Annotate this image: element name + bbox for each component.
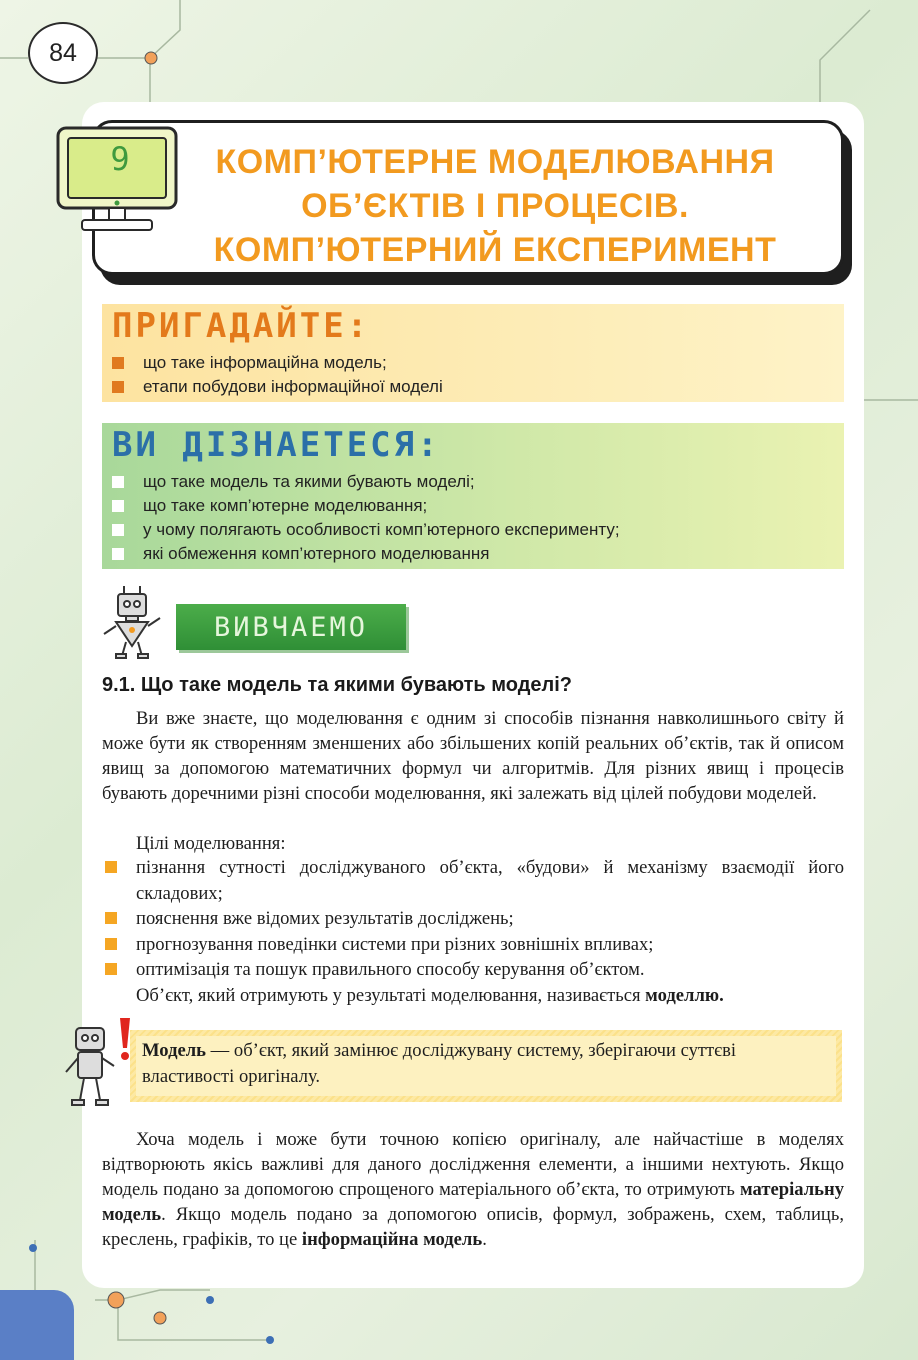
goals-list — [102, 855, 844, 983]
section-title: 9.1. Що таке модель та якими бувають моделі? — [102, 674, 573, 696]
bullet-square-icon — [112, 476, 124, 488]
list-item: у чому полягають особливості комп’ютерного експерименту; — [110, 518, 620, 542]
list-item: прогнозування поведінки системи при різних зовнішніх впливах; — [102, 932, 844, 958]
learn-list — [110, 470, 620, 566]
definition-text: Модель — об’єкт, який замінює досліджувану систему, зберігаючи суттєві властивості оригіналу. — [142, 1040, 737, 1087]
bullet-square-icon — [105, 938, 117, 950]
list-item: пояснення вже відомих результатів досліджень; — [102, 906, 844, 932]
exclamation-icon — [118, 1018, 132, 1062]
bullet-square-icon — [105, 963, 117, 975]
list-item: що таке інформаційна модель; — [110, 351, 443, 375]
paragraph-models: Хоча модель і може бути точною копією оригіналу, але найчастіше в моделях відтворюють якісь важливі для даного дослідження елементи, а іншими нехтують. Якщо модель подано за допомогою спрощеного матеріального об’єкта, то отримують матеріальну модель. Якщо модель подано за допомогою описів, формул, зображень, схем, таблиць, креслень, графіків, то це інформаційна модель. — [102, 1129, 844, 1250]
chapter-title — [150, 140, 840, 272]
bullet-square-icon — [105, 861, 117, 873]
model-sentence: Об’єкт, який отримують у результаті моделювання, називається моделлю. — [136, 985, 724, 1006]
list-item: пізнання сутності досліджуваного об’єкта, «будови» й механізму взаємодії його складових; — [102, 855, 844, 906]
chapter-number: 9 — [110, 140, 130, 178]
bullet-square-icon — [105, 912, 117, 924]
page-number: 84 — [28, 22, 98, 84]
recall-heading: ПРИГАДАЙТЕ: — [112, 306, 371, 346]
learn-heading: ВИ ДІЗНАЕТЕСЯ: — [112, 425, 441, 465]
recall-list — [110, 351, 443, 399]
definition-box — [130, 1030, 842, 1102]
bullet-square-icon — [112, 524, 124, 536]
corner-decoration — [0, 1290, 74, 1360]
paragraph-intro: Ви вже знаєте, що моделювання є одним зі способів пізнання навколишнього світу й може бути як створенням зменшених або збільшених копій реальних об’єктів, так й описом явищ за допомогою математичних формул чи алгоритмів. Для різних явищ і процесів бувають доречними різні способи моделювання, які залежать від цілей побудови моделей. — [102, 708, 844, 804]
bullet-square-icon — [112, 500, 124, 512]
list-item: що таке модель та якими бувають моделі; — [110, 470, 620, 494]
list-item: що таке комп’ютерне моделювання; — [110, 494, 620, 518]
robot-icon — [100, 584, 166, 660]
chapter-title-line-1: КОМП’ЮТЕРНЕ МОДЕЛЮВАННЯ — [215, 143, 775, 181]
learn-box — [102, 423, 844, 569]
bullet-square-icon — [112, 548, 124, 560]
list-item: які обмеження комп’ютерного моделювання — [110, 542, 620, 566]
list-item: етапи побудови інформаційної моделі — [110, 375, 443, 399]
chapter-title-line-3: КОМП’ЮТЕРНИЙ ЕКСПЕРИМЕНТ — [213, 231, 777, 269]
bullet-square-icon — [112, 381, 124, 393]
chapter-title-line-2: ОБ’ЄКТІВ І ПРОЦЕСІВ. — [301, 187, 689, 225]
recall-box — [102, 304, 844, 402]
bullet-square-icon — [112, 357, 124, 369]
list-item: оптимізація та пошук правильного способу керування об’єктом. — [102, 957, 844, 983]
goals-label: Цілі моделювання: — [136, 833, 286, 854]
study-badge: ВИВЧАЕМО — [176, 604, 406, 650]
